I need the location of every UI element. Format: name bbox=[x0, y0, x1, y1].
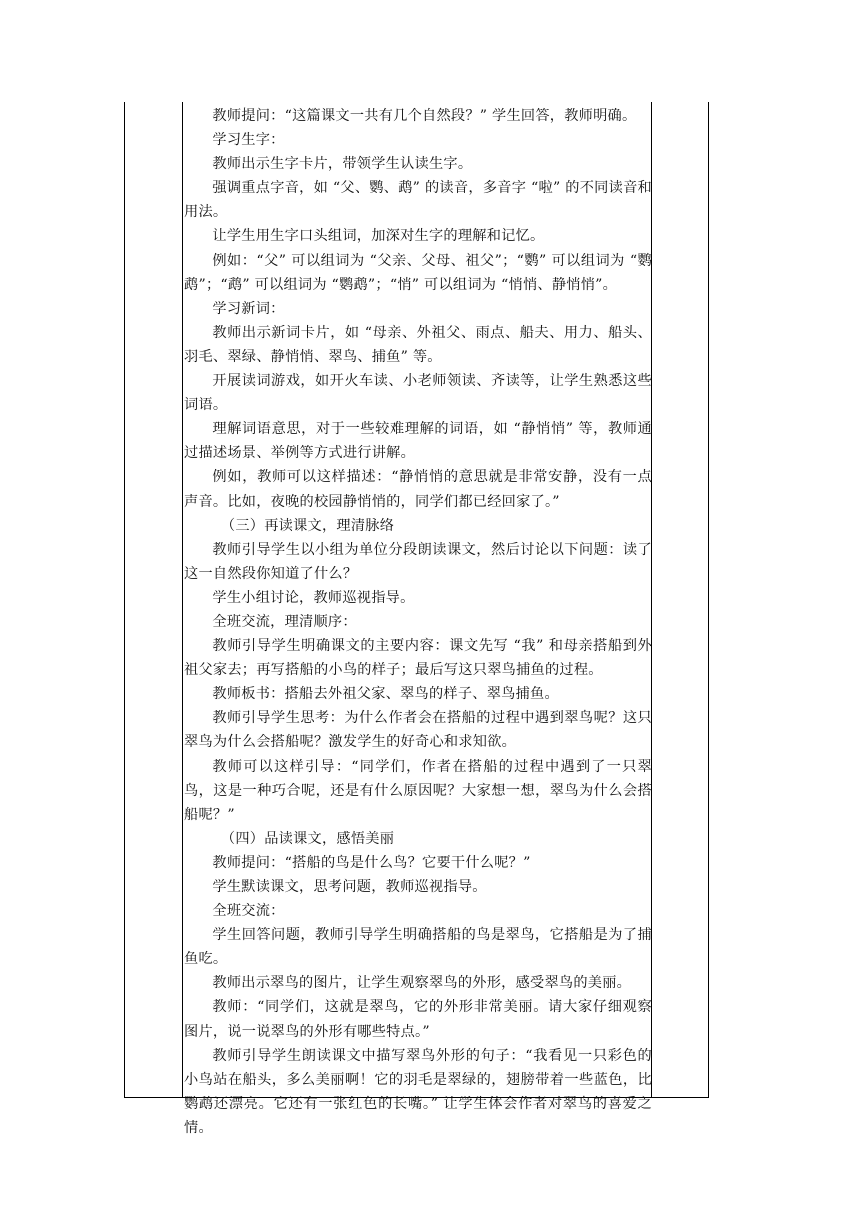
paragraph: 学生回答问题，教师引导学生明确搭船的鸟是翠鸟，它搭船是为了捕鱼吃。 bbox=[184, 927, 652, 968]
paragraph: 教师出示生字卡片，带领学生认读生字。 bbox=[212, 156, 473, 173]
paragraph: 开展读词游戏，如开火车读、小老师领读、齐读等，让学生熟悉这些词语。 bbox=[184, 373, 652, 414]
paragraph: 教师引导学生思考：为什么作者会在搭船的过程中遇到翠鸟呢？这只翠鸟为什么会搭船呢？激发学生的好奇心和求知欲。 bbox=[184, 710, 652, 751]
paragraph: 例如：“父” 可以组词为 “父亲、父母、祖父”；“鹦” 可以组词为 “鹦鹉”；“鹉” 可以组词为 “鹦鹉”；“悄” 可以组词为 “悄悄、静悄悄”。 bbox=[184, 252, 652, 293]
table-border-left bbox=[124, 102, 125, 1098]
lesson-plan-text bbox=[184, 104, 652, 1140]
paragraph: 教师引导学生朗读课文中描写翠鸟外形的句子：“我看见一只彩色的小鸟站在船头，多么美丽啊！它的羽毛是翠绿的，翅膀带着一些蓝色，比鹦鹉还漂亮。它还有一张红色的长嘴。” 让学生体会作者对翠鸟的喜爱之情。 bbox=[184, 1047, 652, 1136]
paragraph: 全班交流： bbox=[212, 903, 285, 920]
paragraph: 教师板书：搭船去外祖父家、翠鸟的样子、翠鸟捕鱼。 bbox=[212, 686, 559, 703]
table-column-divider bbox=[182, 102, 183, 1098]
paragraph: 学习新词： bbox=[212, 300, 285, 317]
paragraph: 学生默读课文，思考问题，教师巡视指导。 bbox=[212, 879, 487, 895]
paragraph: 教师可以这样引导：“同学们，作者在搭船的过程中遇到了一只翠鸟，这是一种巧合呢，还是有什么原因呢？大家想一想，翠鸟为什么会搭船呢？” bbox=[184, 758, 652, 823]
section-heading: （三）再读课文，理清脉络 bbox=[220, 517, 395, 534]
paragraph: 教师引导学生以小组为单位分段朗读课文，然后讨论以下问题：读了这一自然段你知道了什么？ bbox=[184, 541, 652, 582]
paragraph: 教师提问：“这篇课文一共有几个自然段？” 学生回答，教师明确。 bbox=[212, 108, 637, 124]
section-heading: （四）品读课文，感悟美丽 bbox=[220, 830, 395, 847]
paragraph: 教师引导学生明确课文的主要内容：课文先写 “我” 和母亲搭船到外祖父家去；再写搭船的小鸟的样子；最后写这只翠鸟捕鱼的过程。 bbox=[184, 638, 652, 679]
paragraph: 教师出示新词卡片，如 “母亲、外祖父、雨点、船夫、用力、船头、羽毛、翠绿、静悄悄、翠鸟、捕鱼” 等。 bbox=[184, 324, 652, 365]
table-border-right bbox=[708, 102, 709, 1098]
paragraph: 教师：“同学们，这就是翠鸟，它的外形非常美丽。请大家仔细观察图片，说一说翠鸟的外形有哪些特点。” bbox=[184, 999, 652, 1040]
paragraph: 理解词语意思，对于一些较难理解的词语，如 “静悄悄” 等，教师通过描述场景、举例等方式进行讲解。 bbox=[184, 421, 652, 462]
paragraph: 强调重点字音，如 “父、鹦、鹉” 的读音，多音字 “啦” 的不同读音和用法。 bbox=[184, 180, 652, 221]
paragraph: 全班交流，理清顺序： bbox=[212, 613, 357, 630]
paragraph: 学习生字： bbox=[212, 132, 285, 149]
paragraph: 教师出示翠鸟的图片，让学生观察翠鸟的外形，感受翠鸟的美丽。 bbox=[212, 975, 632, 992]
paragraph: 教师提问：“搭船的鸟是什么鸟？它要干什么呢？” bbox=[212, 854, 531, 871]
paragraph: 例如，教师可以这样描述：“静悄悄的意思就是非常安静，没有一点声音。比如，夜晚的校园静悄悄的，同学们都已经回家了。” bbox=[184, 469, 652, 510]
paragraph: 让学生用生字口头组词，加深对生字的理解和记忆。 bbox=[212, 228, 545, 245]
paragraph: 学生小组讨论，教师巡视指导。 bbox=[212, 589, 415, 606]
